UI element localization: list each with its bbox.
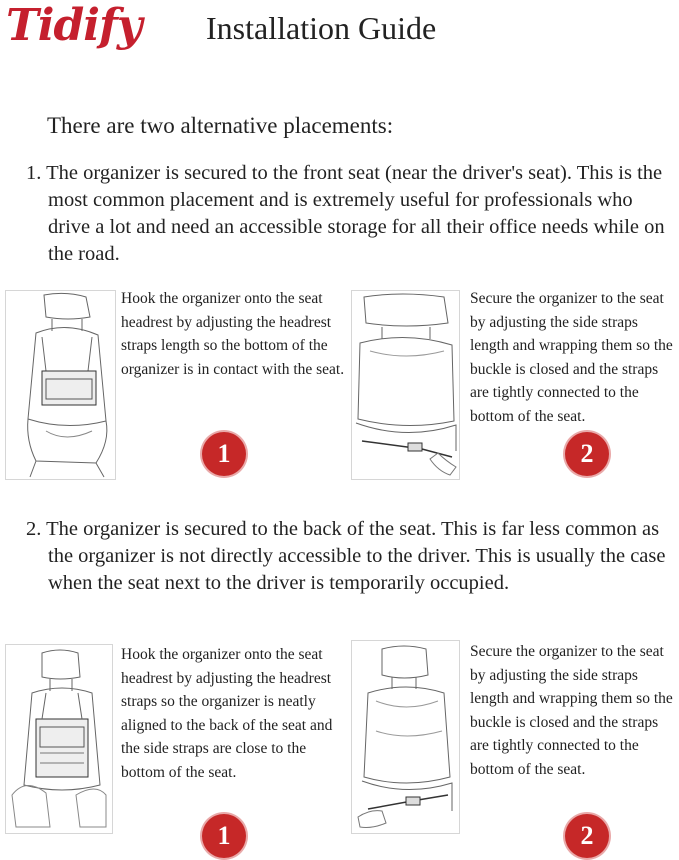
- section-2-text: 2. The organizer is secured to the back of the seat. This is far less common as the organizer is not directly accessible to the driver. This is usually the case when the seat next to the driver is temporarily occupied.: [26, 518, 666, 594]
- step-badge-1: 1: [202, 432, 246, 476]
- seat-front-hook-illustration: [5, 290, 116, 480]
- seat-front-strap-illustration: [351, 290, 460, 480]
- step-1-2-caption: Secure the organizer to the seat by adjusting the side straps length and wrapping them so the buckle is closed and the straps are tightly connected to the bottom of the seat.: [470, 290, 673, 425]
- step-badge-2: 2: [565, 432, 609, 476]
- step-2-2-caption: Secure the organizer to the seat by adjusting the side straps length and wrapping them so the buckle is closed and the straps are tightly connected to the bottom of the seat.: [470, 643, 673, 778]
- seat-back-strap-illustration: [351, 640, 460, 834]
- intro-text: There are two alternative placements:: [47, 113, 394, 138]
- seat-back-hook-illustration: [5, 644, 113, 834]
- brand-logo: Tidify: [6, 0, 142, 51]
- step-1-1-caption: Hook the organizer onto the seat headrest by adjusting the headrest straps length so the bottom of the organizer is in contact with the seat.: [121, 290, 345, 378]
- step-2-1-caption: Hook the organizer onto the seat headrest by adjusting the headrest straps so the organizer is neatly aligned to the back of the seat and the side straps are close to the bottom of the seat.: [121, 646, 333, 781]
- section-1-text: 1. The organizer is secured to the front seat (near the driver's seat). This is the most common placement and is extremely useful for professionals who drive a lot and need an accessible storage for all their office needs while on the road.: [26, 162, 665, 265]
- step-badge-1: 1: [202, 814, 246, 858]
- page-title: Installation Guide: [206, 10, 437, 46]
- step-badge-2: 2: [565, 814, 609, 858]
